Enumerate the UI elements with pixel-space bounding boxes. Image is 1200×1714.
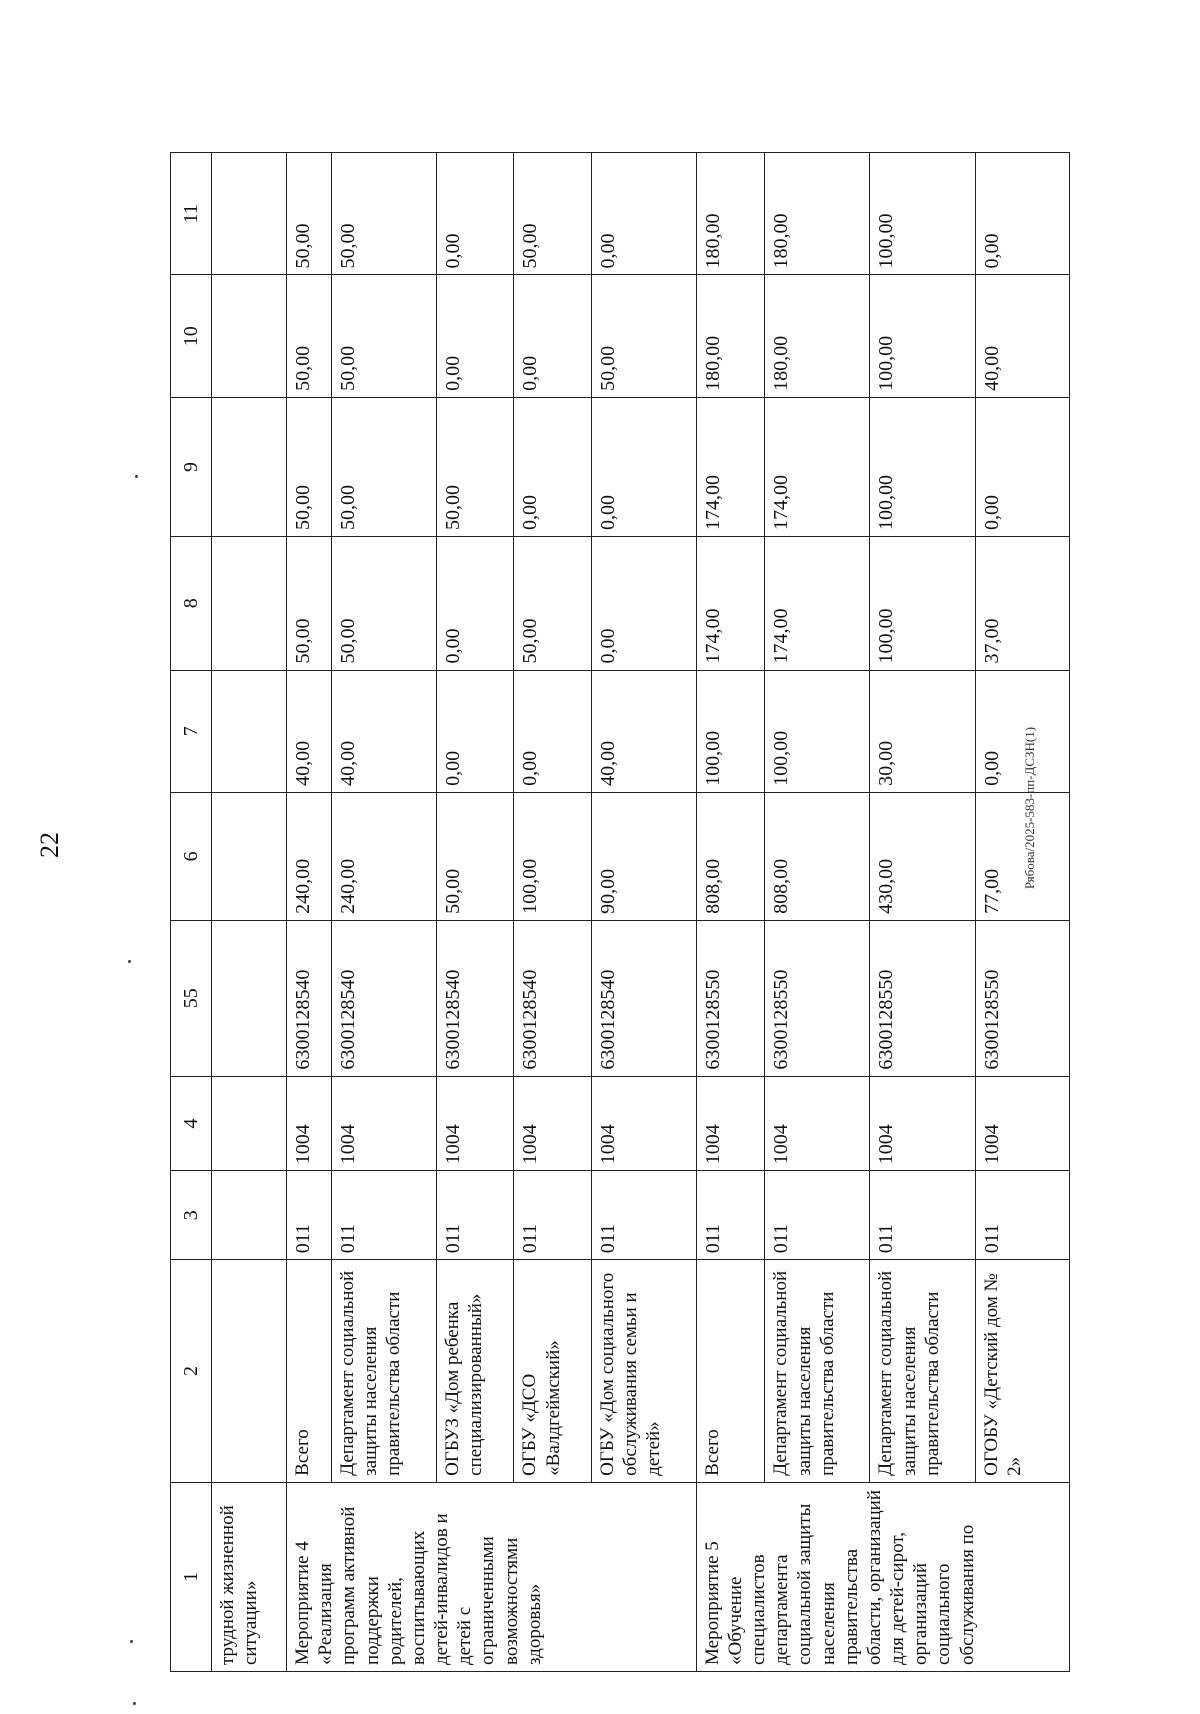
table-row bbox=[437, 153, 514, 1672]
csr-cell: 6300128550 bbox=[696, 920, 765, 1076]
value-cell: 100,00 bbox=[765, 670, 870, 792]
grbs-cell: 011 bbox=[591, 1171, 696, 1260]
rzpr-cell: 1004 bbox=[696, 1076, 765, 1171]
value-cell: 40,00 bbox=[975, 275, 1069, 397]
value-cell: 0,00 bbox=[591, 536, 696, 670]
value-cell: 100,00 bbox=[696, 670, 765, 792]
grbs-cell: 011 bbox=[514, 1171, 591, 1260]
event-5-name: Мероприятие 5 «Обучение специалистов департамента социальной защиты населения правительства области, организаций для детей-сирот, организаций социального обслуживания по bbox=[696, 1482, 1069, 1671]
value-cell: 808,00 bbox=[696, 792, 765, 920]
value-cell: 180,00 bbox=[696, 275, 765, 397]
rzpr-cell: 1004 bbox=[332, 1076, 437, 1171]
header-cell: 55 bbox=[171, 920, 212, 1076]
csr-cell: 6300128540 bbox=[437, 920, 514, 1076]
rzpr-cell: 1004 bbox=[870, 1076, 975, 1171]
value-cell: 90,00 bbox=[591, 792, 696, 920]
continued-cell: трудной жизненной ситуации» bbox=[212, 1482, 287, 1671]
value-cell: 50,00 bbox=[287, 397, 332, 536]
header-cell: 3 bbox=[171, 1171, 212, 1260]
header-cell: 1 bbox=[171, 1482, 212, 1671]
executor-cell: Департамент социальной защиты населения правительства области bbox=[332, 1260, 437, 1483]
table-row bbox=[591, 153, 696, 1672]
value-cell: 40,00 bbox=[287, 670, 332, 792]
scan-speck bbox=[135, 475, 138, 478]
value-cell: 174,00 bbox=[696, 397, 765, 536]
value-cell: 808,00 bbox=[765, 792, 870, 920]
page-number: 22 bbox=[35, 832, 64, 858]
value-cell: 0,00 bbox=[437, 536, 514, 670]
value-cell: 100,00 bbox=[870, 536, 975, 670]
grbs-cell: 011 bbox=[332, 1171, 437, 1260]
value-cell: 0,00 bbox=[437, 670, 514, 792]
value-cell: 240,00 bbox=[332, 792, 437, 920]
header-cell: 11 bbox=[171, 153, 212, 275]
scan-speck bbox=[133, 1702, 136, 1705]
value-cell: 100,00 bbox=[870, 153, 975, 275]
value-cell: 0,00 bbox=[437, 153, 514, 275]
header-cell: 9 bbox=[171, 397, 212, 536]
rzpr-cell: 1004 bbox=[437, 1076, 514, 1171]
header-cell: 10 bbox=[171, 275, 212, 397]
value-cell: 77,00 bbox=[975, 792, 1069, 920]
document-code: Рябова/2025-583-пп-ДСЗН(1) bbox=[1022, 726, 1037, 890]
event-4-name: Мероприятие 4 «Реализация программ активной поддержки родителей, воспитывающих детей-инвалидов и детей с ограниченными возможностями здоровья» bbox=[287, 1482, 697, 1671]
value-cell: 50,00 bbox=[514, 536, 591, 670]
value-cell: 50,00 bbox=[287, 536, 332, 670]
value-cell: 100,00 bbox=[870, 275, 975, 397]
rzpr-cell: 1004 bbox=[287, 1076, 332, 1171]
header-row bbox=[171, 153, 212, 1672]
rzpr-cell: 1004 bbox=[514, 1076, 591, 1171]
value-cell: 174,00 bbox=[765, 397, 870, 536]
rzpr-cell: 1004 bbox=[765, 1076, 870, 1171]
csr-cell: 6300128540 bbox=[514, 920, 591, 1076]
value-cell: 40,00 bbox=[591, 670, 696, 792]
value-cell: 0,00 bbox=[975, 397, 1069, 536]
table-row bbox=[975, 153, 1069, 1672]
rotated-table-container bbox=[170, 152, 1070, 1672]
grbs-cell: 011 bbox=[287, 1171, 332, 1260]
value-cell: 240,00 bbox=[287, 792, 332, 920]
value-cell: 174,00 bbox=[765, 536, 870, 670]
csr-cell: 6300128540 bbox=[591, 920, 696, 1076]
scan-speck bbox=[130, 1640, 133, 1643]
value-cell: 0,00 bbox=[514, 397, 591, 536]
executor-cell: Департамент социальной защиты населения правительства области bbox=[870, 1260, 975, 1483]
value-cell: 50,00 bbox=[332, 536, 437, 670]
budget-table bbox=[170, 152, 1070, 1672]
header-cell: 7 bbox=[171, 670, 212, 792]
value-cell: 50,00 bbox=[332, 153, 437, 275]
header-cell: 4 bbox=[171, 1076, 212, 1171]
value-cell: 180,00 bbox=[696, 153, 765, 275]
table-row bbox=[870, 153, 975, 1672]
value-cell: 100,00 bbox=[514, 792, 591, 920]
rzpr-cell: 1004 bbox=[591, 1076, 696, 1171]
table-row bbox=[332, 153, 437, 1672]
value-cell: 174,00 bbox=[696, 536, 765, 670]
grbs-cell: 011 bbox=[437, 1171, 514, 1260]
value-cell: 50,00 bbox=[514, 153, 591, 275]
value-cell: 0,00 bbox=[437, 275, 514, 397]
value-cell: 50,00 bbox=[437, 397, 514, 536]
value-cell: 50,00 bbox=[332, 397, 437, 536]
value-cell: 0,00 bbox=[975, 670, 1069, 792]
header-cell: 2 bbox=[171, 1260, 212, 1483]
value-cell: 0,00 bbox=[514, 275, 591, 397]
grbs-cell: 011 bbox=[765, 1171, 870, 1260]
value-cell: 40,00 bbox=[332, 670, 437, 792]
value-cell: 180,00 bbox=[765, 275, 870, 397]
value-cell: 30,00 bbox=[870, 670, 975, 792]
grbs-cell: 011 bbox=[870, 1171, 975, 1260]
executor-cell: Всего bbox=[696, 1260, 765, 1483]
csr-cell: 6300128540 bbox=[332, 920, 437, 1076]
value-cell: 50,00 bbox=[437, 792, 514, 920]
value-cell: 430,00 bbox=[870, 792, 975, 920]
value-cell: 0,00 bbox=[514, 670, 591, 792]
header-cell: 6 bbox=[171, 792, 212, 920]
value-cell: 50,00 bbox=[287, 275, 332, 397]
csr-cell: 6300128550 bbox=[975, 920, 1069, 1076]
executor-cell: ОГБУ «ДСО «Валдгеймский» bbox=[514, 1260, 591, 1483]
grbs-cell: 011 bbox=[975, 1171, 1069, 1260]
value-cell: 0,00 bbox=[975, 153, 1069, 275]
executor-cell: ОГОБУ «Детский дом № 2» bbox=[975, 1260, 1069, 1483]
csr-cell: 6300128540 bbox=[287, 920, 332, 1076]
value-cell: 50,00 bbox=[287, 153, 332, 275]
scan-speck bbox=[128, 960, 131, 963]
value-cell: 0,00 bbox=[591, 153, 696, 275]
table-row bbox=[765, 153, 870, 1672]
table-row bbox=[514, 153, 591, 1672]
value-cell: 0,00 bbox=[591, 397, 696, 536]
csr-cell: 6300128550 bbox=[765, 920, 870, 1076]
value-cell: 50,00 bbox=[332, 275, 437, 397]
value-cell: 50,00 bbox=[591, 275, 696, 397]
rzpr-cell: 1004 bbox=[975, 1076, 1069, 1171]
table-row bbox=[696, 153, 765, 1672]
executor-cell: ОГБУЗ «Дом ребенка специализированный» bbox=[437, 1260, 514, 1483]
grbs-cell: 011 bbox=[696, 1171, 765, 1260]
table-row bbox=[287, 153, 332, 1672]
csr-cell: 6300128550 bbox=[870, 920, 975, 1076]
executor-cell: Департамент социальной защиты населения правительства области bbox=[765, 1260, 870, 1483]
executor-cell: Всего bbox=[287, 1260, 332, 1483]
value-cell: 180,00 bbox=[765, 153, 870, 275]
value-cell: 100,00 bbox=[870, 397, 975, 536]
table-row bbox=[212, 153, 287, 1672]
value-cell: 37,00 bbox=[975, 536, 1069, 670]
header-cell: 8 bbox=[171, 536, 212, 670]
executor-cell: ОГБУ «Дом социального обслуживания семьи и детей» bbox=[591, 1260, 696, 1483]
